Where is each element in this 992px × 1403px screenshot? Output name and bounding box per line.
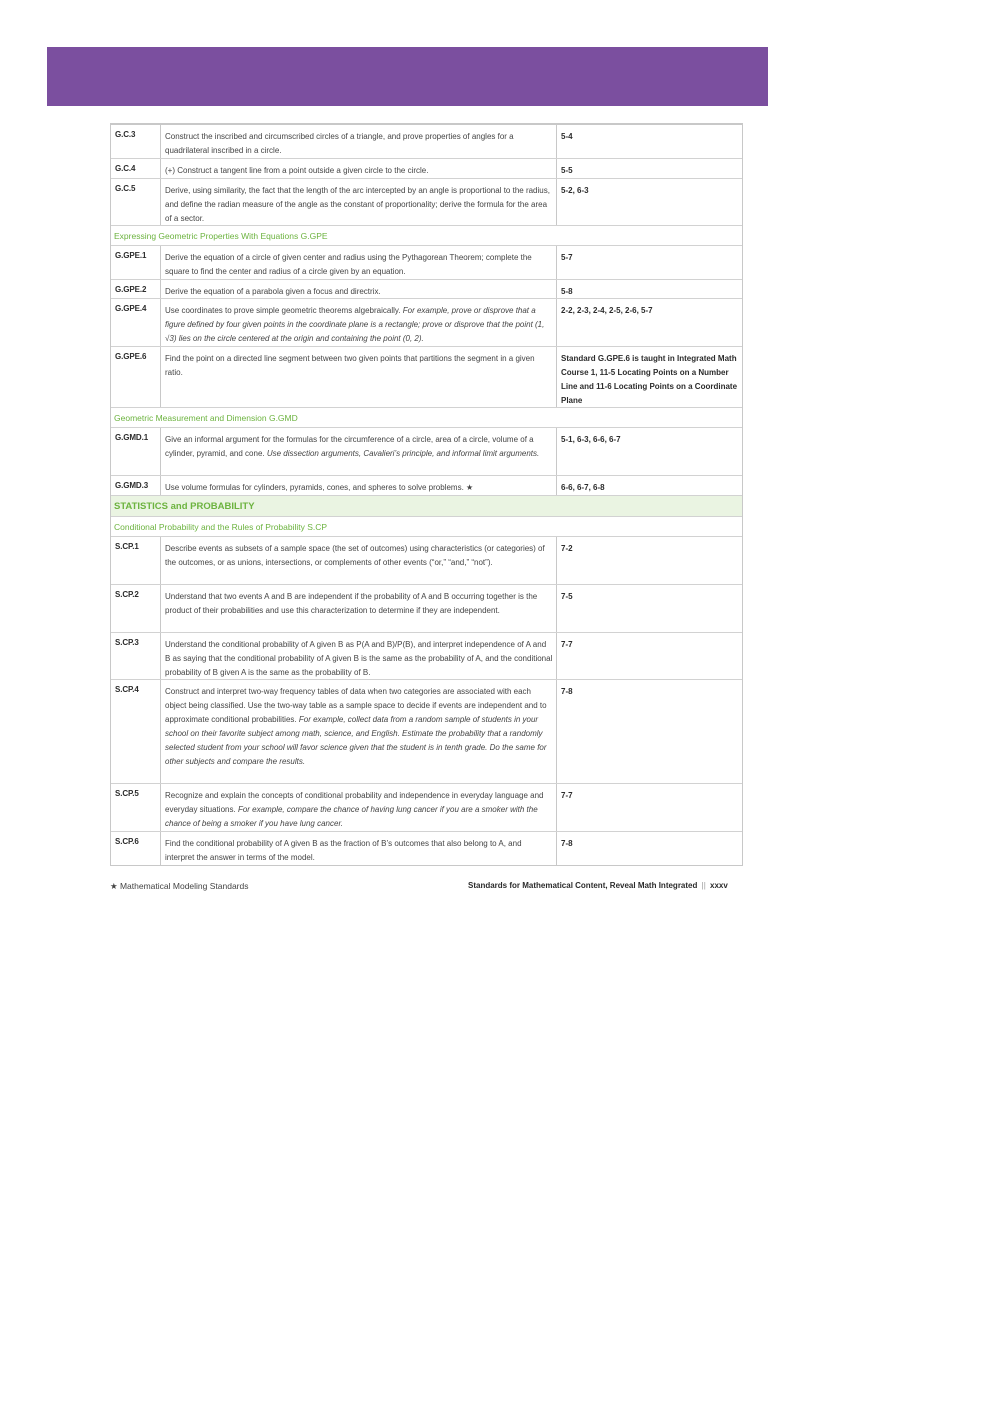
standard-lessons: 5-1, 6-3, 6-6, 6-7 xyxy=(561,435,621,444)
section-heading: Geometric Measurement and Dimension G.GMD xyxy=(111,408,742,428)
standard-lessons: Standard G.GPE.6 is taught in Integrated Math Course 1, 11-5 Locating Points on a Number Line and 11-6 Locating Points on a Coordinate Plane xyxy=(561,354,738,405)
standard-code: S.CP.4 xyxy=(111,680,161,783)
footer-separator: || xyxy=(701,881,706,890)
standard-description: Derive, using similarity, the fact that the length of the arc intercepted by an angle is proportional to the radius, and define the radian measure of the angle as the constant of proportionality; derive the formula for the area of a sector. xyxy=(161,179,557,225)
table-row xyxy=(111,832,742,865)
standard-code: S.CP.2 xyxy=(111,585,161,632)
standard-code: G.C.5 xyxy=(111,179,161,225)
footer-page-info xyxy=(468,881,728,890)
standard-description: Derive the equation of a parabola given a focus and directrix. xyxy=(161,280,557,298)
table-row xyxy=(111,428,742,476)
standard-description: Find the point on a directed line segment between two given points that partitions the segment in a given ratio. xyxy=(161,347,557,407)
standard-code: G.GPE.2 xyxy=(111,280,161,298)
standard-lessons: 7-5 xyxy=(561,592,573,601)
standard-lessons: 5-8 xyxy=(561,287,573,296)
standard-lessons: 5-7 xyxy=(561,253,573,262)
standard-lessons: 7-8 xyxy=(561,687,573,696)
standard-description: Use volume formulas for cylinders, pyramids, cones, and spheres to solve problems. ★ xyxy=(161,476,557,495)
domain-heading: STATISTICS and PROBABILITY xyxy=(111,496,742,517)
page-number: xxxv xyxy=(710,881,728,890)
standards-table xyxy=(110,123,743,866)
standard-lessons: 6-6, 6-7, 6-8 xyxy=(561,483,605,492)
standard-lessons: 7-7 xyxy=(561,640,573,649)
table-row xyxy=(111,784,742,832)
table-row xyxy=(111,159,742,179)
standard-description: Construct and interpret two-way frequency tables of data when two categories are associated with each object being classified. Use the two-way table as a sample space to decide if events are independent and to approximate conditional probabilities. For example, collect data from a random sample of students in your school on their favorite subject among math, science, and English. Estimate the probability that a randomly selected student from your school will favor science given that the student is in tenth grade. Do the same for other subjects and compare the results. xyxy=(161,680,557,783)
table-row xyxy=(111,537,742,585)
table-row xyxy=(111,633,742,680)
table-row xyxy=(111,299,742,347)
footer-title: Standards for Mathematical Content, Reveal Math Integrated xyxy=(468,881,698,890)
standard-description: Give an informal argument for the formulas for the circumference of a circle, area of a circle, volume of a cylinder, pyramid, and cone. Use dissection arguments, Cavalieri’s principle, and informal limit arguments. xyxy=(161,428,557,475)
table-row xyxy=(111,280,742,299)
table-row xyxy=(111,246,742,280)
standard-lessons: 7-2 xyxy=(561,544,573,553)
standard-description: (+) Construct a tangent line from a point outside a given circle to the circle. xyxy=(161,159,557,178)
footer-note: ★ Mathematical Modeling Standards xyxy=(110,881,249,891)
standard-lessons: 5-5 xyxy=(561,166,573,175)
standard-description: Derive the equation of a circle of given center and radius using the Pythagorean Theorem; complete the square to find the center and radius of a circle given by an equation. xyxy=(161,246,557,279)
standard-code: S.CP.3 xyxy=(111,633,161,679)
standard-code: S.CP.6 xyxy=(111,832,161,865)
standard-code: S.CP.5 xyxy=(111,784,161,831)
standard-lessons: 5-4 xyxy=(561,132,573,141)
standard-lessons: 2-2, 2-3, 2-4, 2-5, 2-6, 5-7 xyxy=(561,306,653,315)
table-row xyxy=(111,125,742,159)
standard-code: S.CP.1 xyxy=(111,537,161,584)
table-row xyxy=(111,347,742,408)
standard-code: G.C.4 xyxy=(111,159,161,178)
standard-description: Recognize and explain the concepts of conditional probability and independence in everyday language and everyday situations. For example, compare the chance of having lung cancer if you are a smoker with the chance of being a smoker if you have lung cancer. xyxy=(161,784,557,831)
standard-code: G.GPE.1 xyxy=(111,246,161,279)
section-heading: Conditional Probability and the Rules of Probability S.CP xyxy=(111,517,742,537)
standard-lessons: 7-7 xyxy=(561,791,573,800)
standard-description: Understand the conditional probability of A given B as P(A and B)/P(B), and interpret independence of A and B as saying that the conditional probability of A given B is the same as the probability of A, and the conditional probability of B given A is the same as the probability of B. xyxy=(161,633,557,679)
standard-lessons: 7-8 xyxy=(561,839,573,848)
standard-description: Use coordinates to prove simple geometric theorems algebraically. For example, prove or disprove that a figure defined by four given points in the coordinate plane is a rectangle; prove or disprove that the point (1, √3) lies on the circle centered at the origin and containing the point (0, 2). xyxy=(161,299,557,346)
header-banner xyxy=(47,47,768,106)
table-row xyxy=(111,680,742,784)
standard-code: G.GPE.6 xyxy=(111,347,161,407)
standard-description: Construct the inscribed and circumscribed circles of a triangle, and prove properties of angles for a quadrilateral inscribed in a circle. xyxy=(161,125,557,158)
standard-description: Understand that two events A and B are independent if the probability of A and B occurring together is the product of their probabilities and use this characterization to determine if they are independent. xyxy=(161,585,557,632)
section-heading: Expressing Geometric Properties With Equations G.GPE xyxy=(111,226,742,246)
standard-lessons: 5-2, 6-3 xyxy=(561,186,589,195)
table-row xyxy=(111,179,742,226)
standard-code: G.GPE.4 xyxy=(111,299,161,346)
standard-code: G.GMD.1 xyxy=(111,428,161,475)
standard-code: G.C.3 xyxy=(111,125,161,158)
standard-description: Describe events as subsets of a sample space (the set of outcomes) using characteristics (or categories) of the outcomes, or as unions, intersections, or complements of other events (“or,” “and,” “not”). xyxy=(161,537,557,584)
table-row xyxy=(111,476,742,496)
standard-code: G.GMD.3 xyxy=(111,476,161,495)
standard-description: Find the conditional probability of A given B as the fraction of B’s outcomes that also belong to A, and interpret the answer in terms of the model. xyxy=(161,832,557,865)
table-row xyxy=(111,585,742,633)
